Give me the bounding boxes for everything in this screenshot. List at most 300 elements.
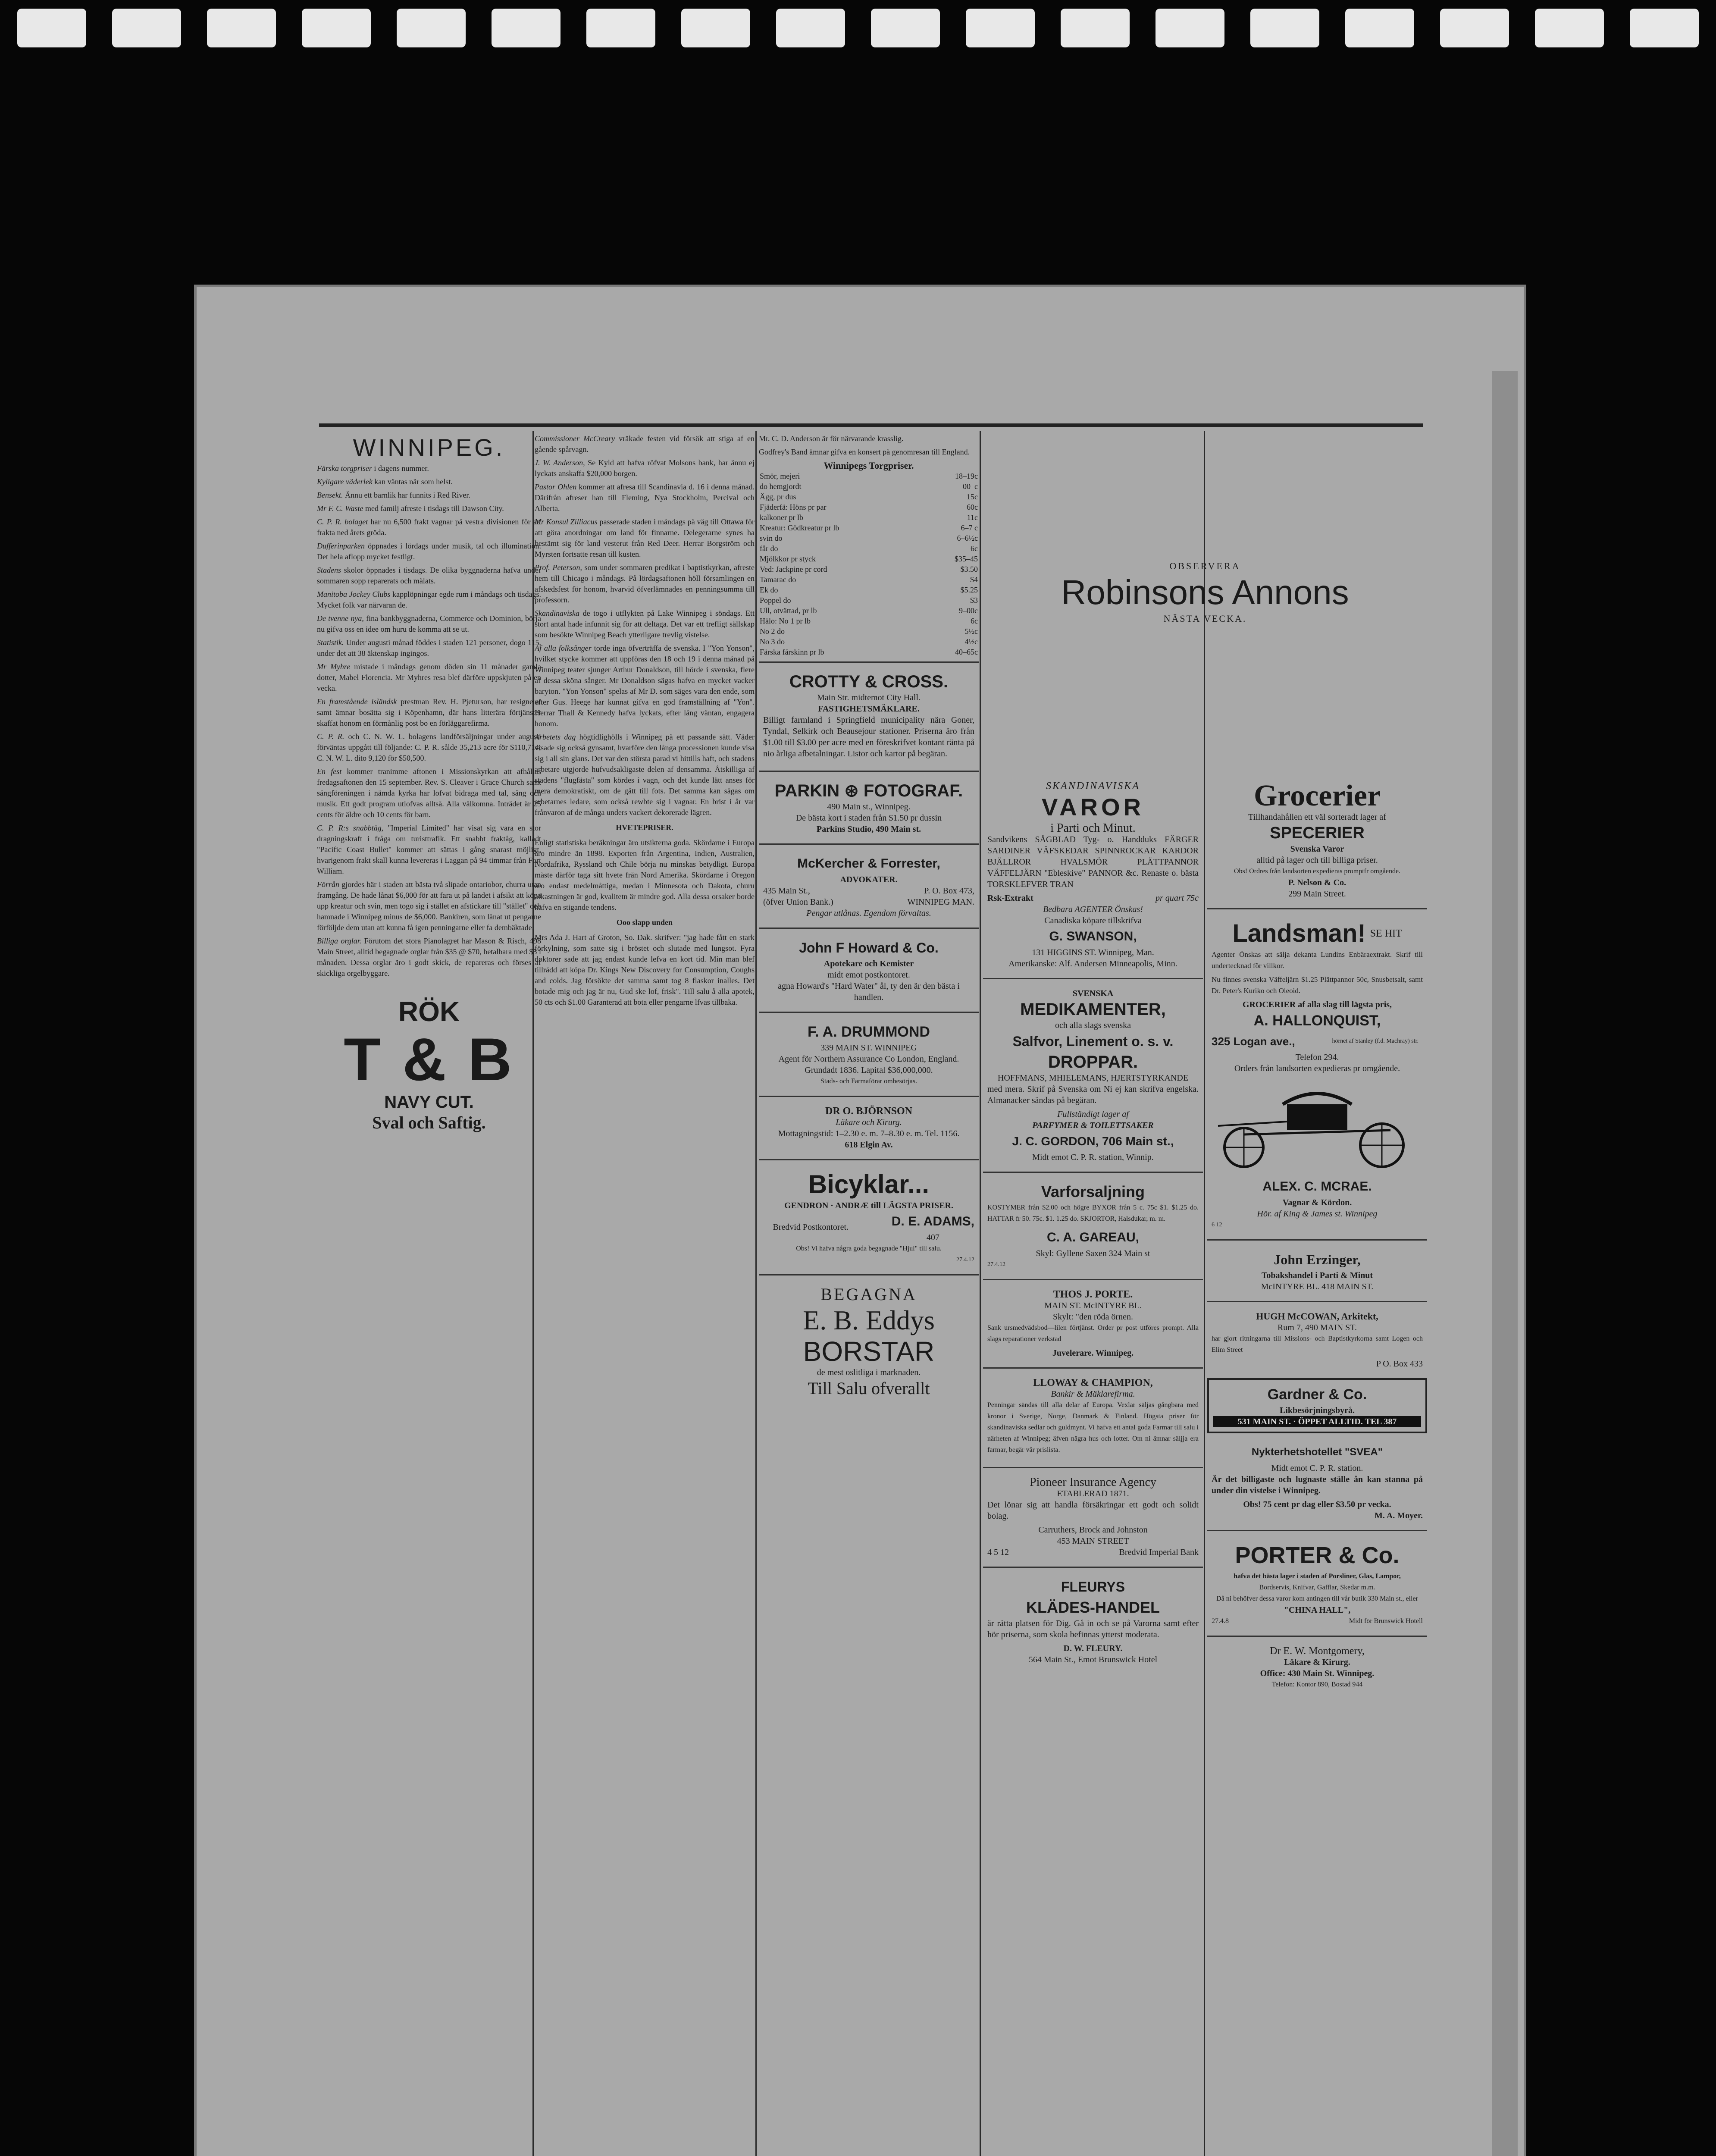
lands-se: SE HIT [1370, 928, 1402, 939]
medik-l1: SVENSKA [1072, 989, 1114, 998]
fleury-addr: 564 Main St., Emot Brunswick Hotel [1028, 1655, 1158, 1664]
erzinger-name: John Erzinger, [1274, 1252, 1361, 1267]
medik-gordon: J. C. GORDON, 706 Main st., [1012, 1134, 1174, 1148]
porter-ad [1207, 1536, 1427, 1631]
skand-canada: Canadiska köpare tillskrifva [1044, 916, 1142, 925]
skand-l1: SKANDINAVISKA [1046, 780, 1140, 792]
news-item-lead: Manitoba Jockey Clubs [317, 590, 391, 599]
news-item-lead: C. P. R. bolaget [317, 517, 368, 526]
news-item [317, 731, 541, 764]
lloway-sub: Bankir & Mäklarefirma. [1051, 1389, 1135, 1399]
skand-l3: i Parti och Minut. [1050, 821, 1136, 835]
gardner-ad [1207, 1378, 1427, 1433]
market-price: $5.25 [960, 586, 978, 594]
market-row [759, 647, 979, 657]
divider [983, 1567, 1203, 1568]
groc-l6: Obs! Ordres från landsorten expedieras promptfr omgående. [1234, 868, 1401, 875]
pioneer-bredvid: Bredvid Imperial Bank [1119, 1548, 1199, 1557]
crotty-title: CROTTY & CROSS. [789, 672, 949, 691]
medik-l2: MEDIKAMENTER, [1020, 1000, 1166, 1019]
section-heading: Ooo slapp unden [616, 918, 673, 927]
mccowan-addr: Rum 7, 490 MAIN ST. [1277, 1323, 1357, 1332]
divider [983, 1279, 1203, 1280]
news-item-text: Enligt statistiska beräkningar äro utsikterna goda. Skördarne i Europa äro mindre än 1898. Exporten från Argentina, Indien, Australien, Nordafrika, Ryssland och Chile börja nu minskas betydligt. Europa måste därför taga sitt hvete från Nord Amerika. Skördarne i Oregon äro endast medelmåttiga, medan i Minnesota och Dakota, churu afkastningen är god, kvalitetn är mindre god. Alla dessa orsaker borde hafva en stigande tendens. [535, 838, 755, 912]
groc-ad [1207, 776, 1427, 904]
market-row [759, 471, 979, 481]
porte-text: Sank ursmedvädsbod—lilen förtjänst. Order pr post utföres prompt. Alla slags reparationer verkstad [987, 1324, 1199, 1343]
lands-title: Landsman! [1232, 919, 1366, 947]
porter-sub: hafva det bästa lager i staden af Porsliner, Glas, Lampor, [1234, 1573, 1401, 1580]
news-item: Godfrey's Band ämnar gifva en konsert på genomresan till England. [759, 448, 970, 456]
news-item [317, 541, 541, 562]
lands-l4: Orders från landsorten expedieras pr omgående. [1234, 1064, 1400, 1073]
market-price: 00–c [963, 482, 978, 491]
column-3 [759, 433, 979, 2156]
pioneer-addr: 453 MAIN STREET [1057, 1536, 1129, 1546]
eddys-ad [759, 1280, 979, 1403]
news-item-text: kapplöpningar egde rum i måndags och tisdags. Mycket folk var närvaran de. [317, 590, 541, 609]
top-rule [319, 423, 1423, 427]
porter-l3: "CHINA HALL", [1284, 1605, 1351, 1615]
divider [983, 1367, 1203, 1369]
bjornson-sub: Läkare och Kirurg. [836, 1118, 902, 1127]
column-separator [1204, 431, 1205, 2156]
lands-name: A. HALLONQUIST, [1253, 1012, 1381, 1029]
svea-l3: Obs! 75 cent pr dag eller $3.50 pr vecka. [1243, 1500, 1391, 1509]
fleury-name: D. W. FLEURY. [1063, 1644, 1123, 1653]
montgomery-sub: Läkare & Kirurg. [1284, 1658, 1350, 1667]
news-item-text: torde inga öfverträffa de svenska. I "Yon Yonson", hvilket stycke kommer att uppföras den 18 och 19 i denna månad på Winnipeg teater sjunger Arthur Donaldson, till hörde i svenska, flere af dessa sköna sånger. Mr Donaldson sägas hafva en mycket vacker baryton. "Yon Yonson" spelas af Mr D. som säges vara den ende, som efter Gus. Heege har kunnat gifva en god framställning af "Yon". Herrar Thall & Kennedy hafva lyckats, efter lång väntan, engagera honom. [535, 644, 755, 728]
news-item [317, 490, 541, 501]
lands-tel: Telefon 294. [1295, 1053, 1339, 1062]
robinsons-observera: OBSERVERA [1169, 561, 1241, 571]
drummond-text: Agent för Northern Assurance Co London, England. Grundadt 1836. Lapital $36,000,000. [778, 1054, 959, 1075]
sprocket-hole [17, 9, 86, 47]
mccowan-box: P O. Box 433 [1376, 1359, 1423, 1369]
news-item-lead: En framstående isländsk [317, 697, 397, 706]
news-item-lead: Mr Konsul Zilliacus [535, 517, 598, 526]
news-item-lead: Färska torgpriser [317, 464, 372, 473]
montgomery-ad [1207, 1641, 1427, 1695]
market-price: 40–65c [955, 648, 978, 656]
divider [983, 1172, 1203, 1173]
mckercher-left: 435 Main St., [763, 886, 810, 896]
mckercher-bank: (öfver Union Bank.) [763, 897, 833, 907]
porter-l2: Då ni behöfver dessa varor kom antingen till vår butik 330 Main st., eller [1216, 1595, 1418, 1602]
news-item [317, 613, 541, 635]
news-item-text: Se Kyld att hafva röfvat Molsons bank, har ännu ej lyckats anskaffa $20,000 borgen. [535, 458, 755, 478]
market-price: 11c [967, 513, 978, 522]
groc-l1: Grocerier [1253, 779, 1381, 812]
svea-name: Nykterhetshotellet "SVEA" [1251, 1446, 1383, 1458]
news-item-text: skolor öppnades i tisdags. De olika byggnaderna hafva under sommaren sopp reparerats och målats. [317, 566, 541, 585]
market-row [759, 481, 979, 492]
market-row [759, 523, 979, 533]
market-row [759, 512, 979, 523]
skand-rsk: Rsk-Extrakt [987, 893, 1033, 903]
market-row [759, 574, 979, 585]
rok-brand: T & B [344, 1025, 514, 1093]
sprocket-hole [681, 9, 750, 47]
market-price: $4 [970, 575, 978, 584]
drummond-ad [759, 1017, 979, 1091]
eddys-l2: E. B. Eddys [803, 1305, 935, 1335]
market-row [759, 554, 979, 564]
news-item [317, 463, 541, 474]
parkin-ad [759, 776, 979, 839]
sprocket-hole [1250, 9, 1319, 47]
news-item-text: "Imperial Limited" har visat sig vara en stor dragningskraft i fråga om turisttrafik. Ett snabbt fraktåg, kalladt "Pacific Coast Bullet" kommer att sättas i gång snarast möjligt, hvarigenom frakt skall kunna levereras i Laggan på 94 timmar från Fort William. [317, 824, 541, 875]
market-item: No 2 do [760, 627, 785, 636]
news-item-lead: Dufferinparken [317, 542, 365, 550]
howard-ad [759, 933, 979, 1007]
skand-name: G. SWANSON, [1049, 929, 1137, 943]
bjornson-title: DR O. BJÖRNSON [825, 1106, 913, 1117]
news-item-lead: Kyligare väderlek [317, 477, 373, 486]
news-item-text: vräkade festen vid försök att stiga af en gående spårvagn. [535, 434, 755, 454]
sprocket-row-top [0, 9, 1716, 60]
porter-l4: Midt för Brunswick Hotell [1349, 1617, 1423, 1625]
lloway-title: LLOWAY & CHAMPION, [1033, 1377, 1153, 1388]
news-item-lead: Skandinaviska [535, 609, 579, 617]
skand-text: Sandvikens SÅGBLAD Tyg- o. Handduks FÄRGER SARDINER VÄFSKEDAR SPINNROCKAR KARDOR BJÄLLROR HVALSMÖR PLÄTTPANNOR VÄFFELJÄRN "Ebleskive" PANNOR &c. Renaste o. bästa TORSKLEFVER TRAN [987, 835, 1199, 889]
sprocket-hole [1155, 9, 1224, 47]
market-price: 60c [967, 503, 978, 511]
bicyklar-left: Bredvid Postkontoret. [773, 1222, 849, 1232]
lloway-text: Penningar sändas till alla delar af Europa. Vexlar säljas gångbara med kronor i Sverige, Norge, Danmark & Finland. Högsta priser för skandinaviska sedlar och guldmynt. Vi hafva ett antal goda Farmar till salu i närheten af Winnipeg; äfven nägra hus och lotter. Om ni ämnar säljja era farmar, begär vår prislista. [987, 1401, 1199, 1454]
market-price: 6c [971, 544, 978, 553]
bicyklar-ad [759, 1165, 979, 1270]
pioneer-est: ETABLERAD 1871. [1057, 1489, 1129, 1498]
mccowan-name: HUGH McCOWAN, Arkitekt, [1256, 1311, 1378, 1322]
parkin-addr: 490 Main st., Winnipeg. [827, 802, 911, 812]
news-item-text: kommer tranimme aftonen i Missionskyrkan att afhållas fredagsaftonen den 15 september. Rev. S. Cleaver i Grace Church samt sångföreningen i nämda kyrka har lofvat bidraga med tal, sång och musik. Ett godt program utlofvas alltså. Alla välkomna. Inträdet är 25 cents för äldre och 10 cents för barn. [317, 767, 541, 819]
market-price: $3.50 [960, 565, 978, 573]
market-item: får do [760, 544, 778, 553]
montgomery-addr: Office: 430 Main St. Winnipeg. [1260, 1669, 1375, 1678]
market-price: 5½c [964, 627, 978, 636]
parkin-studio: Parkins Studio, 490 Main st. [816, 824, 921, 834]
medik-full: Fullständigt lager af [1057, 1109, 1129, 1119]
market-item: Hälo: No 1 pr lb [760, 617, 811, 625]
porte-ad [983, 1285, 1203, 1363]
market-row [759, 543, 979, 554]
mcrae-sub: Vagnar & Kördon. [1282, 1198, 1352, 1207]
news-item-lead: Mr Myhre [317, 662, 351, 671]
market-price: 4½c [964, 637, 978, 646]
medik-names: HOFFMANS, MHIELEMANS, HJERTSTYRKANDE [997, 1073, 1189, 1083]
vfs-title: Varforsaljning [1041, 1183, 1145, 1200]
news-item-text: de togo i utflykten på Lake Winnipeg i söndags. Ett stort antal hade infunnit sig för att deltaga. Det var ett trefligt sällskap som besökte Winnipeg Beach ytterligare trevlig vistelse. [535, 609, 755, 639]
skand-l2: VAROR [1041, 793, 1145, 821]
divider [759, 1012, 979, 1013]
divider [759, 661, 979, 663]
vfs-ad [983, 1177, 1203, 1275]
masthead: WINNIPEG. [353, 434, 505, 461]
svea-ad [1207, 1438, 1427, 1526]
porte-sky: Skylt: "den röda örnen. [1053, 1312, 1133, 1322]
skand-price: pr quart 75c [1155, 893, 1199, 903]
market-title: Winnipegs Torgpriser. [824, 460, 914, 471]
column-4 [983, 772, 1203, 2156]
divider [983, 1467, 1203, 1468]
groc-l3: SPECERIER [1270, 824, 1365, 842]
market-price: $35–45 [955, 555, 978, 563]
medik-gaddr: Midt emot C. P. R. station, Winnip. [1032, 1153, 1154, 1162]
medik-text: med mera. Skrif på Svenska om Ni ej kan skrifva engelska. Almanacker sändas på begäran. [987, 1084, 1199, 1105]
sprocket-hole [207, 9, 276, 47]
medik-ad [983, 984, 1203, 1167]
news-item [317, 476, 541, 487]
news-item [535, 608, 755, 640]
sprocket-hole [112, 9, 181, 47]
sprocket-hole [1061, 9, 1130, 47]
news-item [317, 823, 541, 877]
sprocket-hole [586, 9, 655, 47]
parkin-text: De bästa kort i staden från $1.50 pr dussin [795, 813, 942, 823]
news-item [535, 517, 755, 560]
divider [759, 1096, 979, 1097]
news-item-text: prestman Rev. H. Pjeturson, har resignerat samt ämnar bosätta sig i Köpenhamn, där hans litterära förtjänster skaffat honom en förmånlig post bo en förläggarefirma. [317, 697, 541, 727]
mckercher-city: WINNIPEG MAN. [907, 897, 974, 907]
howard-sub: Apotekare och Kemister [824, 959, 914, 968]
sprocket-hole [871, 9, 940, 47]
news-item [317, 661, 541, 694]
sprocket-hole [1345, 9, 1414, 47]
eddys-l5: Till Salu ofverallt [808, 1379, 930, 1398]
montgomery-name: Dr E. W. Montgomery, [1270, 1645, 1365, 1657]
news-item-lead: Stadens [317, 566, 341, 574]
market-row [759, 626, 979, 636]
divider [759, 771, 979, 772]
groc-name: P. Nelson & Co. [1288, 878, 1346, 887]
market-row [759, 595, 979, 605]
robinsons-notice [987, 561, 1423, 624]
news-item [317, 696, 541, 729]
robinsons-next: NÄSTA VECKA. [1163, 613, 1247, 624]
skand-addr: 131 HIGGINS ST. Winnipeg, Man. [1032, 948, 1154, 957]
divider [1207, 1530, 1427, 1531]
market-row [759, 492, 979, 502]
howard-text: agna Howard's "Hard Water" ål, ty den är den bästa i handlen. [778, 981, 960, 1002]
news-item-text: Under augusti månad föddes i staden 121 personer, dogo 115, under det att 38 äktenskap ingingos. [317, 638, 541, 658]
divider [1207, 1239, 1427, 1241]
news-item-text: mistade i måndags genom döden sin 11 månader gamla dotter, Mabel Florencia. Mr Myhres resa blef därföre uppskjuten på en vecka. [317, 662, 541, 693]
news-item [535, 562, 755, 605]
crotty-ad [759, 667, 979, 766]
news-item-lead: Billiga orglar. [317, 937, 362, 945]
mckercher-sub: ADVOKATER. [840, 875, 898, 884]
news-item-lead: C. P. R. [317, 732, 344, 741]
market-price: $3 [970, 596, 978, 605]
lands-l2: Nu finnes svenska Väffeljärn $1.25 Plättpannor 50c, Snusbetsalt, samt Dr. Peter's Kuriko och Oleoid. [1212, 975, 1423, 995]
news-item [535, 643, 755, 729]
news-item-text: och C. N. W. L. bolagens landförsäljningar under augusti förväntas uppgått till följande: C. P. R. sålde 35,213 acre för $110,714; C. N. W. L. dito 9,120 för $50,500. [317, 732, 541, 762]
erzinger-sub: Tobakshandel i Parti & Minut [1261, 1271, 1373, 1280]
sprocket-hole [1630, 9, 1699, 47]
lands-addr2: hörnet af Stanley (f.d. Machray) str. [1332, 1038, 1419, 1044]
divider [1207, 908, 1427, 909]
news-item-lead: De tvenne nya, [317, 614, 364, 623]
crotty-addr: Main Str. midtemot City Hall. [817, 693, 921, 702]
market-item: Poppel do [760, 596, 791, 605]
pioneer-text: Det lönar sig att handla försäkringar ett godt och solidt bolag. [987, 1500, 1199, 1521]
howard-line: midt emot postkontoret. [827, 970, 910, 980]
news-item-text: Ännu ett barnlik har funnits i Red River. [344, 491, 470, 499]
news-item [317, 517, 541, 538]
market-price: 6c [971, 617, 978, 625]
medik-l5: DROPPAR. [1048, 1053, 1138, 1072]
mccowan-ad [1207, 1307, 1427, 1374]
sprocket-hole [397, 9, 466, 47]
lloway-ad [983, 1373, 1203, 1463]
news-item-text: öppnades i lördags under musik, tal och illumination. Det hela aflopp mycket festligt. [317, 542, 541, 561]
porte-title: THOS J. PORTE. [1053, 1289, 1133, 1300]
lands-addr: 325 Logan ave., [1212, 1035, 1295, 1048]
market-item: Kreatur: Gödkreatur pr lb [760, 523, 839, 532]
news-item-text: högtidlighölls i Winnipeg på ett passande sätt. Väder visade sig också gynsamt, hvarföre den långa processionen kunde visa sig i all sin glans. Det var den största parad vi hittills haft, och stadens arbetare utgjorde hufvudsakligaste delen af densamma. Åtskilliga af stadens "flugfästa" som kördes i vagn, och det kunde lätt anses för mera demokratiskt, om de gått till fots. Det samma kan sägas om arbetarnes ledare, som också rewbte sig i vagnar. En brist i år var frånvaron af de många unders vackert dekorerade lägren. [535, 733, 755, 817]
column-5 [1207, 772, 1427, 2156]
news-item-lead: C. P. R:s snabbtåg, [317, 824, 384, 832]
sprocket-hole [302, 9, 371, 47]
market-row [759, 564, 979, 574]
sprocket-hole [1535, 9, 1604, 47]
crotty-text: Billigt farmland i Springfield municipality nära Goner, Tyndal, Selkirk och Beausejour stationer. Priserna äro från $1.00 till $3.00 per acre med en föreskrifvet kontant ränta på nio årliga afbetalningar. Listor och kartor på begäran. [763, 715, 974, 758]
bicyklar-title: Bicyklar... [808, 1170, 930, 1199]
news-item-text: har nu 6,500 frakt vagnar på vestra divisionen för att frakta ned årets gröda. [317, 517, 541, 537]
market-item: Ved: Jackpine pr cord [760, 565, 827, 573]
divider [759, 1274, 979, 1275]
sprocket-hole [966, 9, 1035, 47]
sprocket-hole [492, 9, 561, 47]
skand-ad [983, 776, 1203, 974]
gardner-addr: 531 MAIN ST. · ÖPPET ALLTID. TEL 387 [1213, 1416, 1421, 1427]
vfs-name: C. A. GAREAU, [1047, 1230, 1139, 1244]
lands-ad [1207, 914, 1427, 1078]
bicyklar-note: Obs! Vi hafva några goda begagnade "Hjul" till salu. [796, 1245, 942, 1252]
gardner-sub: Likbesörjningsbyrå. [1280, 1406, 1355, 1415]
column-2 [535, 433, 755, 2156]
market-item: Smör, mejeri [760, 472, 800, 480]
divider [1207, 1301, 1427, 1302]
news-item-text: med familj afreste i tisdags till Dawson City. [365, 504, 504, 513]
sprocket-hole [1440, 9, 1509, 47]
svea-name2: M. A. Moyer. [1374, 1511, 1423, 1520]
news-item-lead: Pastor Ohlen [535, 483, 577, 491]
market-row [759, 636, 979, 647]
divider [1207, 1636, 1427, 1637]
bicyklar-brand: D. E. ADAMS, [891, 1214, 974, 1228]
fleury-text: är rätta platsen för Dig. Gå in och se på Varorna samt efter hör priserna, som skola befinnas ytterst moderata. [987, 1619, 1199, 1639]
bjornson-ad [759, 1101, 979, 1155]
news-item-text: i dagens nummer. [374, 464, 429, 473]
news-item [317, 766, 541, 820]
market-price: 6–6½c [957, 534, 978, 542]
news-item-lead: Statistik. [317, 638, 344, 647]
market-price: 15c [967, 492, 978, 501]
pioneer-code: 4 5 12 [987, 1548, 1009, 1557]
news-item [535, 482, 755, 514]
divider [759, 1159, 979, 1160]
market-item: svin do [760, 534, 783, 542]
drummond-foot: Stads- och Farmaförar ombesörjas. [820, 1078, 917, 1085]
bjornson-addr: 618 Elgin Av. [845, 1140, 893, 1150]
svea-l1: Midt emot C. P. R. station. [1271, 1463, 1363, 1473]
bicyklar-sub: GENDRON · ANDRÆ till LÄGSTA PRISER. [784, 1201, 953, 1210]
market-row [759, 585, 979, 595]
vfs-addr: Skyl: Gyllene Saxen 324 Main st [1036, 1249, 1150, 1258]
market-price: 9–00c [959, 606, 978, 615]
bicyklar-code: 27.4.12 [956, 1257, 974, 1263]
divider [983, 978, 1203, 979]
news-item-lead: Arbetets dag [535, 733, 576, 741]
rok-sub: NAVY CUT. [384, 1093, 474, 1112]
news-item [317, 879, 541, 933]
market-item: Mjölkkor pr styck [760, 555, 816, 563]
mccowan-text: har gjort ritningarna till Missions- och Baptistkyrkorna samt Logen och Elim Street [1212, 1335, 1423, 1354]
market-price: 6–7 c [961, 523, 978, 532]
pioneer-names: Carruthers, Brock and Johnston [1038, 1525, 1148, 1535]
medik-l4: Salfvor, Linement o. s. v. [1012, 1034, 1174, 1049]
sprocket-hole [776, 9, 845, 47]
skand-am: Amerikanske: Alf. Andersen Minneapolis, Minn. [1008, 959, 1177, 968]
news-item [535, 433, 755, 455]
news-item [535, 932, 755, 1008]
crotty-sub: FASTIGHETSMÄKLARE. [818, 704, 920, 714]
market-item: No 3 do [760, 637, 785, 646]
eddys-l3: BORSTAR [803, 1336, 935, 1367]
bjornson-text: Mottagningstid: 1–2.30 e. m. 7–8.30 e. m. Tel. 1156. [778, 1129, 960, 1138]
lands-l1: Agenter Önskas att sälja dekanta Lundins Enbäraextrakt. Skrif till undertecknad för villkor. [1212, 950, 1423, 970]
market-row [759, 533, 979, 543]
medik-l3: och alla slags svenska [1055, 1021, 1131, 1030]
fleury-ad [983, 1572, 1203, 1670]
vfs-text: KOSTYMER från $2.00 och högre BYXOR från 5 c. 75c $1. $1.25 do. HATTAR fr 50. 75c. $1. 1.25 do. SKJORTOR, Halsdukar, m. m. [987, 1204, 1199, 1222]
gardner-name: Gardner & Co. [1267, 1386, 1367, 1403]
groc-l5: alltid på lager och till billiga priser. [1256, 856, 1378, 865]
robinsons-name: Robinsons Annons [1061, 573, 1349, 611]
news-item [535, 458, 755, 479]
howard-title: John F Howard & Co. [799, 940, 939, 956]
column-separator [755, 431, 757, 2156]
fleury-l1: FLEURYS [1061, 1579, 1125, 1595]
groc-l2: Tillhandahållen ett väl sorteradt lager af [1248, 812, 1386, 822]
market-item: do hemgjordt [760, 482, 802, 491]
drummond-addr: 339 MAIN ST. WINNIPEG [820, 1043, 917, 1053]
pioneer-title: Pioneer Insurance Agency [1030, 1476, 1156, 1489]
bicyklar-num: 407 [926, 1233, 939, 1242]
drummond-title: F. A. DRUMMOND [808, 1024, 930, 1040]
market-table [759, 471, 979, 657]
news-item-lead: Af alla folksånger [535, 644, 592, 652]
eddys-l4: de mest oslitliga i marknaden. [817, 1368, 921, 1377]
mckercher-title: McKercher & Forrester, [797, 856, 940, 871]
market-item: Färska fårskinn pr lb [760, 648, 824, 656]
market-item: kalkoner pr lb [760, 513, 803, 522]
news-item [317, 637, 541, 659]
mcrae-code: 6 12 [1212, 1222, 1222, 1228]
mcrae-name: ALEX. C. MCRAE. [1262, 1179, 1372, 1194]
news-item [317, 936, 541, 979]
news-item: Mr. C. D. Anderson är för närvarande krasslig. [759, 434, 904, 443]
rok-title: RÖK [398, 996, 460, 1027]
news-item [317, 565, 541, 586]
news-item-lead: En fest [317, 767, 342, 776]
news-item-text: kommer att afresa till Scandinavia d. 16 i denna månad. Därifrån afreser han till Fleming, Nya Stockholm, Percival och Alberta. [535, 483, 755, 513]
news-item [535, 837, 755, 913]
news-item-lead: Bensekt. [317, 491, 343, 499]
montgomery-tel: Telefon: Kontor 890, Bostad 944 [1271, 1681, 1363, 1688]
